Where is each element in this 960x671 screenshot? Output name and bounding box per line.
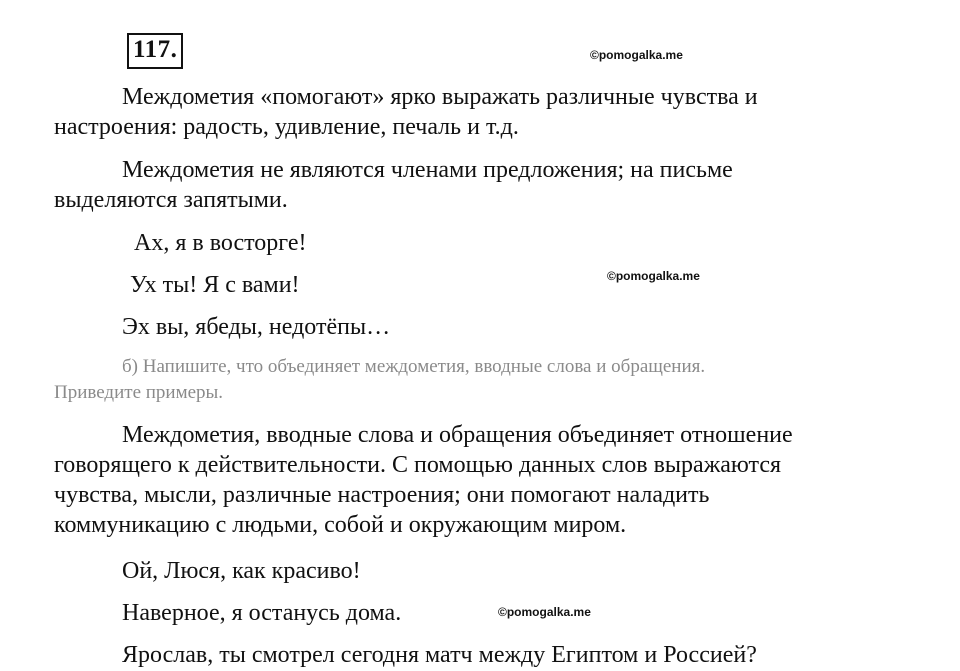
watermark: ©pomogalka.me bbox=[590, 48, 683, 62]
text-line: выделяются запятыми. bbox=[54, 187, 288, 213]
example-sentence: Ах, я в восторге! bbox=[134, 230, 307, 256]
question-line: Приведите примеры. bbox=[54, 382, 224, 403]
example-sentence: Наверное, я останусь дома. bbox=[122, 600, 402, 626]
example-sentence: Эх вы, ябеды, недотёпы… bbox=[122, 314, 391, 340]
example-sentence: Ух ты! Я с вами! bbox=[130, 272, 300, 298]
watermark: ©pomogalka.me bbox=[607, 269, 700, 283]
text-line: Междометия не являются членами предложения; на письме bbox=[122, 157, 733, 183]
example-sentence: Ярослав, ты смотрел сегодня матч между Египтом и Россией? bbox=[122, 642, 757, 668]
example-sentence: Ой, Люся, как красиво! bbox=[122, 558, 361, 584]
paragraph-interjections-punctuation bbox=[54, 155, 914, 215]
text-line: Междометия, вводные слова и обращения объединяет отношение bbox=[122, 422, 793, 448]
task-number: 117. bbox=[127, 33, 183, 69]
paragraph-answer bbox=[54, 420, 914, 540]
watermark: ©pomogalka.me bbox=[498, 605, 591, 619]
text-line: чувства, мысли, различные настроения; они помогают наладить bbox=[54, 482, 710, 508]
question-b bbox=[54, 354, 705, 406]
text-line: настроения: радость, удивление, печаль и т.д. bbox=[54, 114, 519, 140]
question-line: б) Напишите, что объединяет междометия, вводные слова и обращения. bbox=[122, 356, 706, 377]
paragraph-interjections-feelings bbox=[54, 82, 914, 142]
text-line: коммуникацию с людьми, собой и окружающим миром. bbox=[54, 512, 627, 538]
text-line: говорящего к действительности. С помощью данных слов выражаются bbox=[54, 452, 782, 478]
text-line: Междометия «помогают» ярко выражать различные чувства и bbox=[122, 84, 758, 110]
